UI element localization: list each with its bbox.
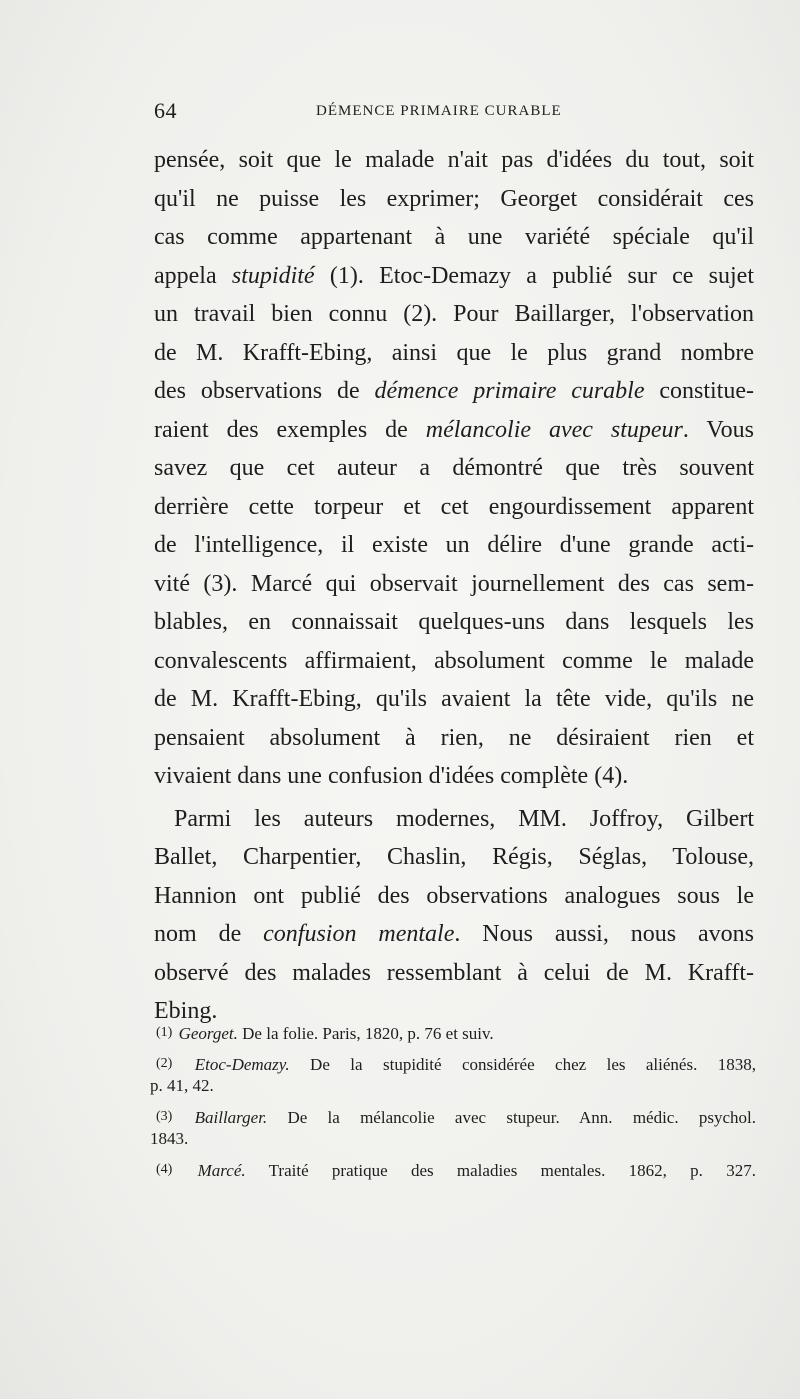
text-line xyxy=(154,257,754,296)
footnote-2 xyxy=(150,1053,756,1075)
text-run: appela xyxy=(154,262,232,289)
footnote-number: (1) xyxy=(156,1025,173,1040)
text-line: observé des malades ressemblant à celui de M. Krafft- xyxy=(154,959,754,986)
text-run: raient des exemples de xyxy=(154,416,426,443)
footnote-3 xyxy=(150,1106,756,1128)
text-run: des observations de xyxy=(154,378,375,404)
footnote-number: (4) xyxy=(156,1162,173,1177)
footnote-author: Baillarger. xyxy=(194,1108,268,1127)
footnote-text: De la stupidité considérée chez les aliénés. 1838, xyxy=(289,1055,757,1074)
footnote-text: De la mélancolie avec stupeur. Ann. médic. psychol. xyxy=(267,1108,757,1127)
footnote-3-continuation: 1843. xyxy=(150,1129,189,1148)
text-line: derrière cette torpeur et cet engourdissement apparent xyxy=(154,493,754,520)
footnote-author: Etoc-Demazy. xyxy=(194,1055,290,1074)
text-line: un travail bien connu (2). Pour Baillarger, l'observation xyxy=(154,301,754,327)
body-text xyxy=(154,141,754,1031)
footnote-4 xyxy=(150,1159,756,1181)
text-line: qu'il ne puisse les exprimer; Georget considérait ces xyxy=(154,185,754,212)
text-line: Parmi les auteurs modernes, MM. Joffroy, Gilbert xyxy=(174,805,754,832)
italic-term: mélancolie avec stupeur xyxy=(425,416,683,443)
running-head: DÉMENCE PRIMAIRE CURABLE xyxy=(316,103,562,119)
text-line: Ebing. xyxy=(154,998,218,1024)
text-run: . Nous aussi, nous avons xyxy=(454,921,754,947)
italic-term: démence primaire curable xyxy=(374,378,645,404)
text-line: Hannion ont publié des observations analogues sous le xyxy=(154,882,754,909)
text-line: pensée, soit que le malade n'ait pas d'idées du tout, soit xyxy=(154,147,754,173)
footnote-text: De la folie. Paris, 1820, p. 76 et suiv. xyxy=(237,1024,494,1043)
text-line: de M. Krafft-Ebing, qu'ils avaient la tête vide, qu'ils ne xyxy=(154,686,754,712)
footnote-number: (2) xyxy=(156,1056,173,1071)
text-run: (1). Etoc-Demazy a publié sur ce sujet xyxy=(314,262,754,289)
text-line: de M. Krafft-Ebing, ainsi que le plus grand nombre xyxy=(154,339,754,366)
text-line xyxy=(154,372,754,411)
text-line: cas comme appartenant à une variété spéciale qu'il xyxy=(154,224,754,250)
text-run: nom de xyxy=(154,921,264,947)
italic-term: confusion mentale xyxy=(263,921,455,947)
footnote-text: Traité pratique des maladies mentales. 1862, p. 327. xyxy=(245,1161,756,1180)
text-line: Ballet, Charpentier, Chaslin, Régis, Séglas, Tolouse, xyxy=(154,844,754,870)
text-run: . Vous xyxy=(682,416,754,443)
footnote-author: Georget. xyxy=(178,1024,238,1043)
text-line xyxy=(154,411,754,450)
page-number: 64 xyxy=(154,98,177,123)
page-header xyxy=(154,98,604,128)
italic-term: stupidité xyxy=(231,262,315,289)
footnote-number: (3) xyxy=(156,1109,173,1124)
text-run: constitue- xyxy=(644,378,754,404)
text-line: vité (3). Marcé qui observait journellement des cas sem- xyxy=(154,570,754,597)
text-line: convalescents affirmaient, absolument comme le malade xyxy=(154,647,754,674)
text-line: vivaient dans une confusion d'idées complète (4). xyxy=(154,763,629,789)
footnotes xyxy=(150,1022,756,1181)
text-line: savez que cet auteur a démontré que très souvent xyxy=(154,455,754,481)
footnote-2-continuation: p. 41, 42. xyxy=(150,1076,214,1095)
footnote-author: Marcé. xyxy=(197,1161,246,1180)
text-line xyxy=(154,915,754,954)
text-line: de l'intelligence, il existe un délire d'une grande acti- xyxy=(154,532,754,558)
text-line: blables, en connaissait quelques-uns dans lesquels les xyxy=(154,609,754,635)
text-line: pensaient absolument à rien, ne désiraient rien et xyxy=(154,724,754,751)
footnote-1 xyxy=(150,1022,756,1044)
